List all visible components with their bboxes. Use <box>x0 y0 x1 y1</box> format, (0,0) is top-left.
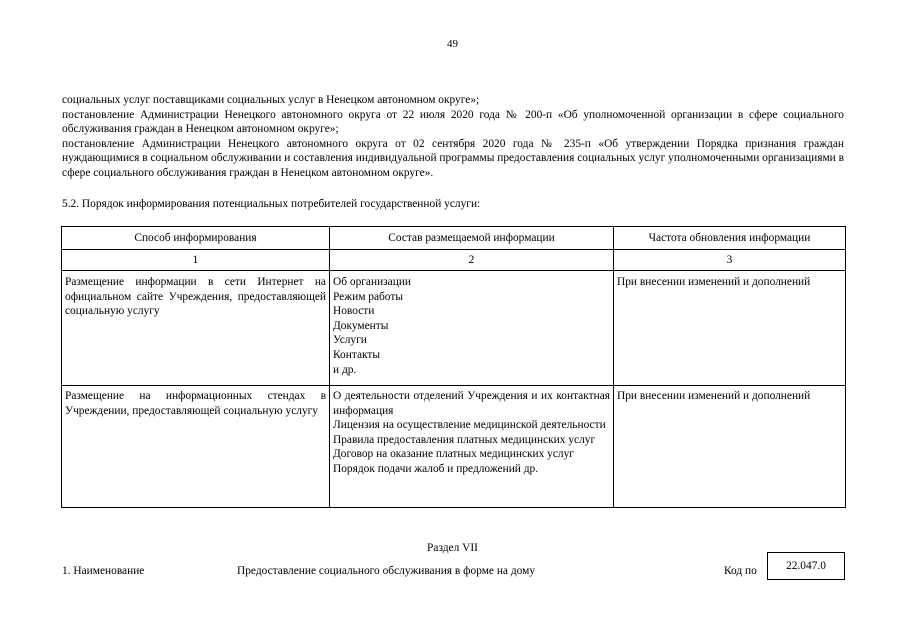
service-name-row <box>62 560 846 584</box>
name-label: 1. Наименование <box>62 565 145 577</box>
cell-content: Об организации Режим работы Новости Документы Услуги Контакты и др. <box>330 271 614 386</box>
intro-paragraph: постановление Администрации Ненецкого автономного округа от 22 июля 2020 года № 200-п «Об уполномоченной организации в сфере социального обслуживания граждан в Ненецком автономном округе»; <box>62 108 844 136</box>
section-title: Раздел VII <box>427 542 478 554</box>
intro-paragraph: постановление Администрации Ненецкого автономного округа от 02 сентября 2020 года № 235-п «Об утверждении Порядка признания граждан нуждающимися в социальном обслуживании и составления индивидуальной программы предоставления социальных услуг уполномоченными организациями в сфере социального обслуживания граждан в Ненецком автономном округе». <box>62 137 844 179</box>
cell-frequency: При внесении изменений и дополнений <box>614 386 846 508</box>
table-header-row <box>62 227 846 250</box>
header-method: Способ информирования <box>62 227 330 250</box>
cell-method: Размещение на информационных стендах в Учреждении, предоставляющей социальную услугу <box>62 386 330 508</box>
intro-paragraph: социальных услуг поставщиками социальных услуг в Ненецком автономном округе»; <box>62 94 480 106</box>
cell-frequency: При внесении изменений и дополнений <box>614 271 846 386</box>
section-heading: 5.2. Порядок информирования потенциальных потребителей государственной услуги: <box>62 198 481 210</box>
information-table <box>61 226 846 508</box>
column-number: 3 <box>614 250 846 271</box>
service-name: Предоставление социального обслуживания в форме на дому <box>237 565 536 577</box>
column-number: 2 <box>330 250 614 271</box>
cell-method: Размещение информации в сети Интернет на официальном сайте Учреждения, предоставляющей социальную услугу <box>62 271 330 386</box>
code-box: 22.047.0 <box>767 552 845 580</box>
column-number: 1 <box>62 250 330 271</box>
intro-text <box>62 93 844 181</box>
table-number-row <box>62 250 846 271</box>
table-row <box>62 386 846 508</box>
table-row <box>62 271 846 386</box>
header-frequency: Частота обновления информации <box>614 227 846 250</box>
cell-content: О деятельности отделений Учреждения и их контактная информация Лицензия на осуществление медицинской деятельности Правила предоставления платных медицинских услуг Договор на оказание платных медицинских услуг Порядок подачи жалоб и предложений др. <box>330 386 614 508</box>
page-number: 49 <box>447 38 458 50</box>
header-content: Состав размещаемой информации <box>330 227 614 250</box>
code-label: Код по <box>724 565 757 577</box>
